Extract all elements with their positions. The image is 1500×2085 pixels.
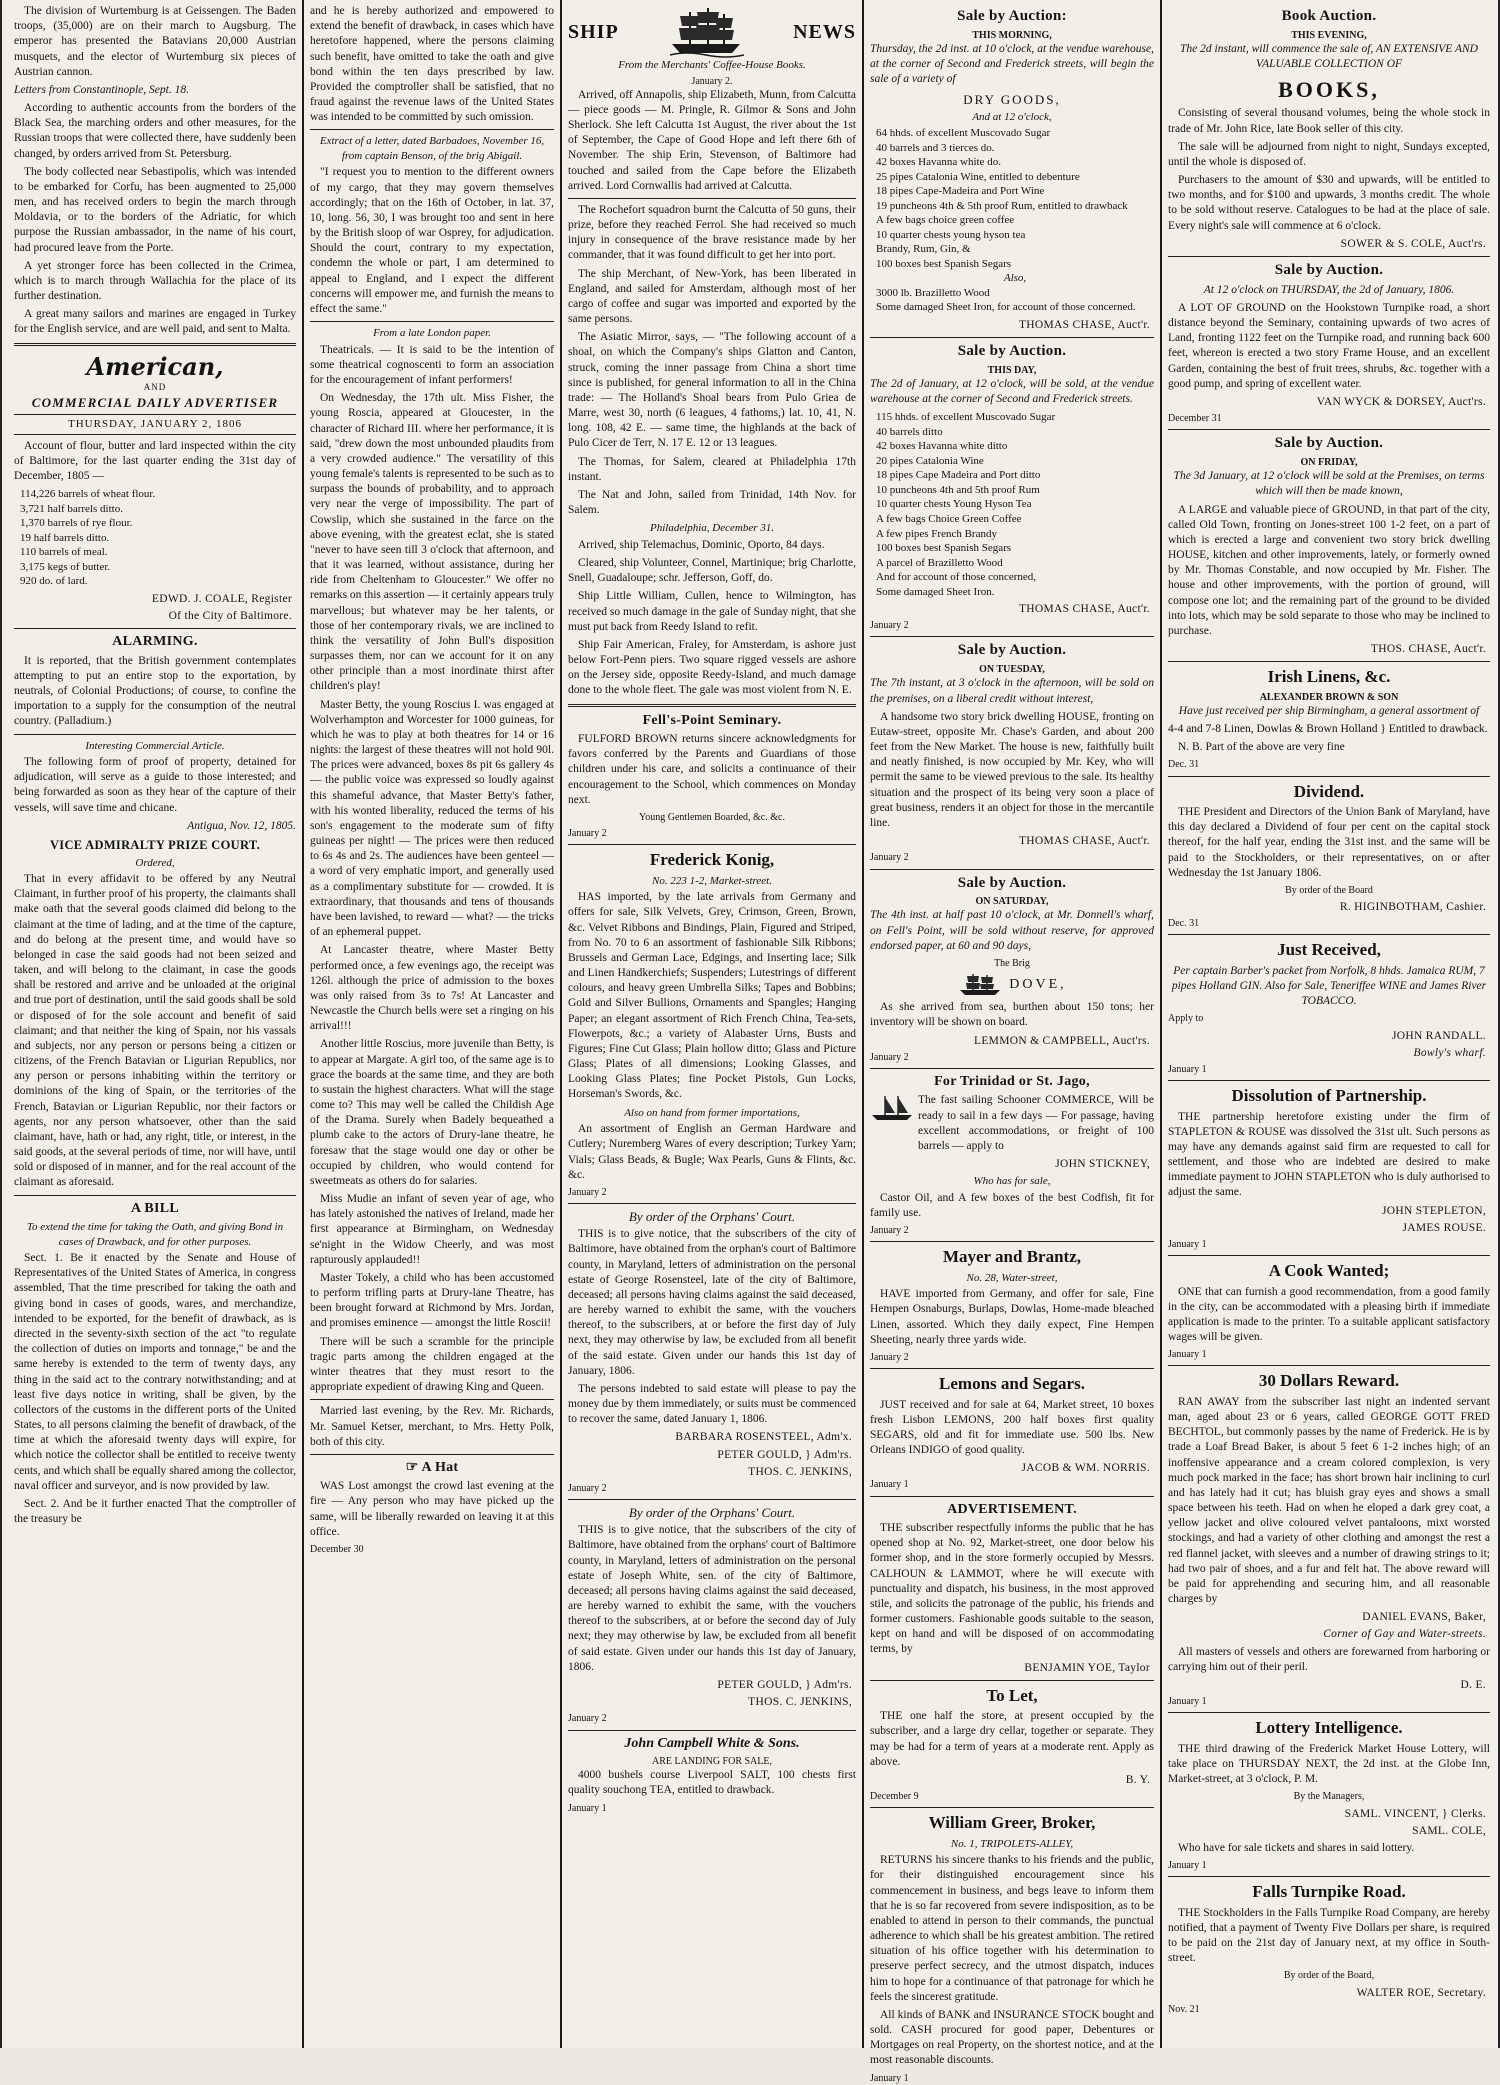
ad-paragraph: 4-4 and 7-8 Linen, Dowlas & Brown Holland } Entitled to drawback. — [1168, 723, 1488, 736]
masthead-title: American, — [86, 351, 224, 381]
signature: THOMAS CHASE, Auct'r. — [1018, 835, 1150, 848]
news-paragraph: Another little Roscius, more juvenile than Betty, is to appear at Margate. A girl too, of the same age is to grace the boards at the same time, and they are both to sustain the highest characters. What will the stage come to? This may well be called the Childish Age of the Drama. Surely when Badely bequeathed a plumb cake to the actors of Drury-lane theatre, he foresaw that the stage would one day or other be occupied by children, who would contend for sweetmeats as others do for salaries. — [310, 1038, 554, 1187]
ad-date: January 2 — [870, 852, 909, 864]
brig-illustration — [870, 972, 1154, 998]
ad-paragraph: All masters of vessels and others are forewarned from harboring or carrying him out of their peril. — [1168, 1645, 1490, 1673]
news-paragraph: Arrived, off Annapolis, ship Elizabeth, Munn, from Calcutta — piece goods — M. Pringle, R. Gilmor & Sons and John Sherlock. She left Calcutta 1st August, the river about the 1st of September, the Cape of Good Hope and left there 6th of November. The ship Erin, Stevenson, of Baltimore had touched and sailed from the Cape before the Elizabeth arrived. Lord Cornwallis had arrived at Calcutta. — [568, 88, 856, 192]
news-paragraph: and he is hereby authorized and empowered to extend the benefit of drawback, in cases which have heretofore happened, where the persons claiming such benefit, have omitted to take the oath and give bond within the ten days prescribed by law. Provided the comptroller shall be satisfied, that no fraud against the revenue laws of the United States was intended to be committed by such omission. — [310, 5, 554, 124]
article-heading: Interesting Commercial Article. — [85, 739, 225, 752]
ad-date: January 1 — [1168, 1063, 1207, 1075]
signature: BENJAMIN YOE, Taylor — [1024, 1661, 1150, 1674]
divider — [568, 704, 856, 707]
news-paragraph: Master Betty, the young Roscius I. was engaged at Wolverhampton and Worcester for 1000 guineas, for which he was to play at both theatres for 14 or 16 nights: the largest of these theatres will not hold 90l. The prices were advanced, boxes 8s pit 6s gallery 4s — the public voice was expressed so loudly against this shameful advance, that Master Betty's father, with his wonted liberality, reduced the terms of his son's engagement to the moderate sum of fifty guineas per night! — The prices were then reduced to 6s 4s and 2s. The audiences have been genteel — a word of very emphatic import, and generally used as a complimentary substitute for — crowded. It is extraordinary, that thousands and tens of thousands have been lavished, to reward — what? — the tricks of an ephemeral puppet. — [310, 698, 554, 939]
ad-heading: Sale by Auction. — [1274, 261, 1384, 278]
news-paragraph: WAS Lost amongst the crowd last evening at the fire — Any person who may have picked up the same, will be liberally rewarded on leaving it at this office. — [310, 1480, 554, 1538]
divider — [1168, 934, 1490, 935]
divider — [568, 1203, 856, 1204]
divider — [14, 343, 296, 346]
auction-list — [876, 410, 1154, 599]
news-paragraph: A great many sailors and marines are engaged in Turkey for the English service, and are well paid, and sent to Malta. — [14, 308, 296, 336]
dateline: January 2. — [691, 75, 733, 87]
divider — [1168, 256, 1490, 257]
ad-paragraph: Thursday, the 2d inst. at 10 o'clock, at the vendue warehouse, at the corner of Second and Frederick streets, will begin the sale of a variety of — [870, 42, 1154, 86]
ad-subheading: DRY GOODS, — [963, 91, 1061, 107]
news-paragraph: Arrived, ship Telemachus, Dominic, Oporto, 84 days. — [578, 538, 825, 551]
ship-news-left: SHIP — [568, 20, 619, 43]
ad-heading: 30 Dollars Reward. — [1258, 1371, 1400, 1391]
masthead-date: THURSDAY, JANUARY 2, 1806 — [14, 414, 296, 435]
list-item: 3000 lb. Brazilletto Wood — [876, 286, 990, 299]
ad-heading: John Campbell White & Sons. — [624, 1735, 800, 1751]
ad-subheading: ARE LANDING FOR SALE, — [652, 1756, 772, 1767]
divider — [870, 1368, 1154, 1369]
ad-date: January 2 — [568, 1713, 607, 1725]
ad-subheading: BOOKS, — [1278, 77, 1380, 103]
masthead-subtitle: COMMERCIAL DAILY ADVERTISER — [31, 395, 279, 411]
list-item: And for account of those concerned, — [876, 571, 1037, 584]
hat-heading: A Hat — [421, 1459, 459, 1475]
ad-paragraph: The sale will be adjourned from night to night, Sundays excepted, until the whole is disposed of. — [1168, 140, 1490, 168]
ad-date: December 9 — [870, 1791, 919, 1803]
divider — [870, 337, 1154, 338]
list-item: Some damaged Sheet Iron, for account of those concerned. — [876, 301, 1136, 314]
signature: SAML. VINCENT, } Clerks. — [1344, 1807, 1486, 1820]
signature: THOS. C. JENKINS, — [748, 1696, 852, 1709]
ad-heading: Book Auction. — [1281, 8, 1377, 24]
list-item: Brandy, Rum, Gin, & — [876, 243, 971, 256]
signature: THOMAS CHASE, Auct'r. — [1018, 318, 1150, 331]
signature: THOS. CHASE, Auct'r. — [1370, 643, 1486, 656]
divider — [310, 1399, 554, 1400]
divider — [310, 1454, 554, 1455]
news-paragraph: Sect. 2. And be it further enacted That the comptroller of the treasury be — [14, 1497, 296, 1526]
ad-note: By the Managers, — [1293, 1791, 1365, 1803]
divider — [1168, 1255, 1490, 1256]
pointing-hand-icon: ☞ — [405, 1459, 422, 1475]
ad-paragraph: An assortment of English an German Hardware and Cutlery; Nuremberg Wares of every description; Turkey Yarn; Vials; Glass Beads, & Bugle; Wax Pearls, Guns & Flints, &c. &c. — [568, 1123, 856, 1181]
ad-heading: Fell's-Point Seminary. — [642, 712, 782, 728]
ad-heading: Lottery Intelligence. — [1255, 1718, 1403, 1738]
ad-note: Apply to — [1168, 1013, 1204, 1025]
ad-paragraph: At 12 o'clock on THURSDAY, the 2d of January, 1806. — [1203, 283, 1455, 296]
divider — [310, 321, 554, 322]
list-item: 3,175 kegs of butter. — [20, 560, 111, 573]
divider — [870, 1241, 1154, 1242]
list-item: A few pipes French Brandy — [876, 527, 997, 540]
divider — [1168, 1712, 1490, 1713]
list-item: 25 pipes Catalonia Wine, entitled to debenture — [876, 170, 1080, 183]
news-paragraph: Account of flour, butter and lard inspected within the city of Baltimore, for the last quarter ending the 31st day of December, 1805 — — [14, 439, 296, 483]
news-paragraph: On Wednesday, the 17th ult. Miss Fisher, the young Roscia, appeared at Gloucester, in the character of Richard III. where her performance, it is said, "drew down the most unbounded plaudits from a very crowded audience." The versatility of this young female's talents is represented to be such as to surpass the bounds of probability, and to approach very near the verge of impossibility. The part of Cowslip, which she sustained in the farce on the above evening, with the greatest eclat, she is stated "never to have seen till 3 o'clock that afternoon, and that it was learned, without assistance, during her ride from Cheltenham to Gloucester." We offer no remarks on this assertion — it certainly appears truly marvellous; but whatever may be her talents, or those of her contemporary rivals, we are inclined to think the versatility of John Bull's disposition surpasses them, nor can we account for it on any other principle than a most inordinate thirst after children's play! — [310, 392, 554, 693]
news-paragraph: The Asiatic Mirror, says, — "The following account of a shoal, on which the Company's ships Glatton and Canton, struck, coming the inner passage from China a short time since is published, for general information to all in the China trade: — The Holland's Shoal bears from Pulo Griea de Marre, west 30, north (6 leagues, 4 fathoms,) lat. 10, 41, N. long. 108, 42 E. — same time, the highlands at the back of Pulo Cicer de Terr, N. 17 E. 12 or 13 leagues. — [568, 331, 856, 450]
news-paragraph: Married last evening, by the Rev. Mr. Richards, Mr. Samuel Ketser, merchant, to Mrs. Hetty Polk, both of this city. — [310, 1405, 554, 1448]
ad-heading: By order of the Orphans' Court. — [628, 1505, 796, 1521]
divider — [14, 1195, 296, 1196]
news-paragraph: There will be such a scramble for the principle tragic parts among the children engaged at the winter theatres that they must resort to the appropriate expedient of drawing King and Queen. — [310, 1335, 554, 1394]
ad-paragraph: THE President and Directors of the Union Bank of Maryland, have this day declared a Dividend of four per cent on the capital stock thereof, for the half year, ending the 31st inst. and the same will be paid to the Stockholders, or their representatives, on or after Wednesday the 1st January 1806. — [1168, 806, 1490, 879]
signature: PETER GOULD, } Adm'rs. — [717, 1679, 852, 1691]
divider — [870, 869, 1154, 870]
ad-paragraph: THE one half the store, at present occupied by the subscriber, and a large dry cellar, together or separate. They may be had for a term of years at a moderate rent. Apply as above. — [870, 1710, 1154, 1768]
news-paragraph: Master Tokely, a child who has been accustomed to perform trifling parts at Drury-lane Theatre, has been brought forward at Richmond by Mrs. Jordan, and promises eminence — amongst the little Roscii! — [310, 1271, 554, 1330]
signature: B. Y. — [1125, 1773, 1150, 1786]
ad-paragraph: FULFORD BROWN returns sincere acknowledgments for favors conferred by the Parents and Guardians of those children under his care, and solicits a continuance of their encouragement to the School, which commences on Monday next. — [568, 733, 856, 806]
divider — [870, 1680, 1154, 1681]
ad-date: January 2 — [870, 1051, 909, 1063]
list-item: 100 boxes best Spanish Segars — [876, 257, 1012, 270]
ad-paragraph: THE subscriber respectfully informs the public that he has opened shop at No. 92, Market-street, one door below his former shop, and in the store formerly occupied by Messrs. CALHOUN & LAMMOT, where he will execute with punctuality and dispatch, his business, in the most approved stile, and solicits the patronage of the public, his friends and former customers. Fashionable goods suitable to the season, kept on hand and will be disposed of on accommodating terms, by — [870, 1522, 1154, 1656]
ad-paragraph: HAVE imported from Germany, and offer for sale, Fine Hempen Osnaburgs, Burlaps, Dowlas, Home-made bleached Linen, assorted. Which they daily expect, Fine Hempen Sheeting, nearly three yards wide. — [870, 1288, 1154, 1346]
ad-paragraph: Purchasers to the amount of $30 and upwards, will be entitled to two months, and for $100 and upwards, 3 months credit. The whole to be sold without reserve. Catalogues to be had at the place of sale. Every night's sale will commence at 6 o'clock. — [1168, 174, 1490, 232]
ad-paragraph: THIS is to give notice, that the subscribers of the city of Baltimore, have obtained from the orphans' court of Baltimore county, in Maryland, letters of administration on the personal estate of Joseph White, sen. of the city of Baltimore, deceased; all persons having claims against the said deceased, are hereby warned to exhibit the same, with the vouchers thereof to the subscribers, at or before the second day of July next; they may otherwise by law, be excluded from all benefit of said estate. Given under our hands this 1st day of January, 1806. — [568, 1524, 856, 1673]
divider — [870, 1496, 1154, 1497]
signature: R. HIGINBOTHAM, Cashier. — [1339, 901, 1486, 914]
auction-list — [876, 126, 1154, 315]
flour-list — [20, 487, 296, 589]
ad-date: December 31 — [1168, 413, 1222, 425]
divider — [310, 129, 554, 130]
signature: Corner of Gay and Water-streets. — [1323, 1628, 1486, 1641]
signature: JACOB & WM. NORRIS. — [1021, 1462, 1150, 1475]
article-subheading: Ordered, — [135, 856, 175, 869]
article-heading: ALARMING. — [112, 634, 198, 650]
ad-subheading: THIS EVENING, — [1291, 29, 1367, 41]
news-paragraph: A yet stronger force has been collected in the Crimea, which is to march through Wallachia for the place of its further destination. — [14, 259, 296, 303]
ad-date: January 1 — [568, 1802, 607, 1814]
ad-paragraph: HAS imported, by the late arrivals from Germany and offers for sale, Silk Velvets, Grey, Crimson, Green, Brown, &c. Velvet Ribbons and Bindings, Plain, Figured and Striped, from No. 70 to 6 an assortment of fashionable Silk Ribbons; Brussels and German Lace, Edgings, and Inserting lace; Silk and Linen Handkerchiefs; Suspenders; Lutestrings of different colours, and heavy green Umbrella Silks; Tapes and Bobbins; Gold and Silver Bullions, Ornaments and Spangles; Hanging Paper; an elegant assortment of Rich French China, Tea-sets, Flowerpots, &c.; a variety of Alabaster Urns, Busts and Figures; Fine Cut Glass; Plain hollow ditto; Glass and Picture Glass; Plates of all dimensions; Looking Glasses, and Looking Glass Plates; fine Pocket Pistols, Gun Locks, Horseman's Swords, &c. — [568, 891, 856, 1101]
list-item: 114,226 barrels of wheat flour. — [20, 488, 156, 501]
news-paragraph: It is reported, that the British government contemplates attempting to put an entire stop to the exportation, by neutrals, of Colonial Productions; of course, to confine the importation to a supply for the consumption of the neutral country. (Palladium.) — [14, 654, 296, 728]
signature: SOWER & S. COLE, Auct'rs. — [1340, 237, 1486, 250]
divider — [870, 1807, 1154, 1808]
ad-paragraph: RETURNS his sincere thanks to his friends and the public, for their distinguished encouragement since his commencement in business, and begs leave to inform them that he is so far recovered from severe indisposition, as to be enabled to attend in person to their commands, the punctual adherence to which shall be his greatest ambition. The retired situation of his office together with his determination to preserve perfect secrecy, and the utmost dispatch, induces him to hope for a continuance of that patronage for which he feels the sincerest gratitude. — [870, 1854, 1154, 2003]
brig-name: DOVE, — [1009, 976, 1067, 992]
ad-paragraph: THE third drawing of the Frederick Market House Lottery, will take place on THURSDAY NEXT, the 2d inst. at the Globe Inn, Market-street, at 3 o'clock, P. M. — [1168, 1742, 1490, 1786]
ad-paragraph: As she arrived from sea, burthen about 150 tons; her inventory will be shown on board. — [870, 1001, 1154, 1029]
ad-heading: Dividend. — [1293, 781, 1365, 801]
ad-date: January 1 — [1168, 1349, 1207, 1361]
list-item: 19 half barrels ditto. — [20, 531, 110, 544]
ad-date: Dec. 31 — [1168, 918, 1200, 930]
ad-paragraph: 4000 bushels course Liverpool SALT, 100 chests first quality souchong TEA, entitled to drawback. — [568, 1769, 856, 1797]
ship-icon — [666, 6, 746, 58]
ad-paragraph: The 2d instant, will commence the sale of, AN EXTENSIVE AND VALUABLE COLLECTION OF — [1180, 42, 1478, 71]
signature: WALTER ROE, Secretary. — [1356, 1986, 1486, 1999]
ad-date: Dec. 31 — [1168, 759, 1200, 771]
article-heading: VICE ADMIRALTY PRIZE COURT. — [49, 838, 260, 852]
signature: JAMES ROUSE. — [1402, 1221, 1486, 1234]
divider — [568, 1730, 856, 1731]
dateline: Antigua, Nov. 12, 1805. — [187, 819, 296, 832]
ad-paragraph: A LOT OF GROUND on the Hookstown Turnpike road, a short distance beyond the Seminary, containing upwards of two acres of Land, fronting 1122 feet on the Turnpike road, and running back 600 feet, whereon is erected a two story Frame House, and an excellent Garden, containing the best of fruit trees, shrubs, &c. together with a good pump, and spring of excellent water. — [1168, 301, 1490, 390]
news-paragraph: The body collected near Sebastipolis, which was intended to be embarked for Corfu, has been augmented to 25,000 men, and has received orders to begin the march through Moldavia, or to the borders of the Adriatic, for which purpose the Russian ambassador, in the name of his court, had procured leave from the Porte. — [14, 165, 296, 254]
ad-address: No. 1, TRIPOLETS-ALLEY, — [950, 1837, 1074, 1850]
news-paragraph: The division of Wurtemburg is at Geissengen. The Baden troops, (35,000) are on their march to Augsburg. The emperor has presented the Batavians 20,000 Austrian musquets, and the elector of Wurtemburg six pieces of Austrian cannon. — [14, 5, 296, 78]
list-item: 18 pipes Cape-Madeira and Port Wine — [876, 185, 1045, 198]
list-item: 42 boxes Havanna white ditto — [876, 440, 1008, 453]
dateline: Letters from Constantinople, Sept. 18. — [14, 83, 189, 96]
ad-heading: William Greer, Broker, — [928, 1813, 1096, 1833]
ad-paragraph: N. B. Part of the above are very fine — [1178, 741, 1345, 754]
ad-date: December 30 — [310, 1544, 364, 1555]
list-item: A few bags Choice Green Coffee — [876, 512, 1022, 525]
news-paragraph: The Nat and John, sailed from Trinidad, 14th Nov. for Salem. — [568, 489, 856, 517]
signature: THOS. C. JENKINS, — [748, 1465, 852, 1478]
masthead-and: AND — [143, 382, 167, 393]
divider — [568, 844, 856, 845]
news-paragraph: At Lancaster theatre, where Master Betty performed once, a few evenings ago, the receipt was 126l. although the price of admission to the boxes was only raised from 3s to 7s! At Lancaster and Newcastle the Church bells were set a ringing on his arrival!!! — [310, 944, 554, 1033]
divider — [1168, 1365, 1490, 1366]
list-item: Some damaged Sheet Iron. — [876, 585, 995, 598]
list-item: 3,721 half barrels ditto. — [20, 502, 123, 515]
ship-news-right: NEWS — [793, 20, 856, 43]
news-paragraph: Theatricals. — It is said to be the intention of some theatrical cognoscenti to form an association for the encouragement of infant performers! — [310, 343, 554, 386]
list-item: 10 puncheons 4th and 5th proof Rum — [876, 483, 1040, 496]
article-heading: A BILL — [130, 1200, 180, 1216]
column-3 — [562, 4, 862, 2040]
ad-heading: For Trinidad or St. Jago, — [934, 1073, 1090, 1089]
news-paragraph: Ship Little William, Cullen, hence to Wilmington, has received so much damage in the gale of Sunday night, that she must put back from Reedy Island to refit. — [568, 590, 856, 633]
ad-paragraph: Who have for sale tickets and shares in said lottery. — [1178, 1841, 1415, 1854]
ad-heading: A Cook Wanted; — [1268, 1261, 1390, 1281]
signature: JOHN RANDALL. — [1392, 1029, 1486, 1042]
ad-date: January 2 — [870, 1225, 909, 1237]
list-item: 10 quarter chests Young Hyson Tea — [876, 498, 1032, 511]
list-item: A few bags choice green coffee — [876, 214, 1015, 227]
ad-note: Young Gentlemen Boarded, &c. &c. — [639, 811, 785, 823]
ad-paragraph: THE partnership heretofore existing under the firm of STAPLETON & ROUSE was dissolved the 31st ult. Such persons as may have any demands against said firm are requested to call for settlement, and those who are indebted are desired to make immediate payment to JOHN STAPLETON who is duly authorised to adjust the same. — [1168, 1110, 1490, 1199]
ad-heading: Sale by Auction: — [957, 8, 1067, 24]
list-item: 19 puncheons 4th & 5th proof Rum, entitled to drawback — [876, 199, 1128, 212]
ad-paragraph: Castor Oil, and A few boxes of the best Codfish, fit for family use. — [870, 1191, 1154, 1219]
ad-heading: Sale by Auction. — [1274, 435, 1384, 452]
ad-date: Nov. 21 — [1168, 2003, 1200, 2015]
signature: Bowly's wharf. — [1413, 1046, 1486, 1059]
divider — [1168, 661, 1490, 662]
article-heading — [310, 1459, 554, 1477]
news-paragraph: The ship Merchant, of New-York, has been liberated in England, and sailed for Amsterdam, although most of her cargo of coffee and sugar was imported and exported by the same persons. — [568, 267, 856, 326]
news-paragraph: Cleared, ship Volunteer, Connel, Martinique; brig Charlotte, Snell, Guadaloupe; schr. Jefferson, Goff, do. — [568, 557, 856, 585]
ad-heading: Falls Turnpike Road. — [1252, 1882, 1406, 1902]
divider — [568, 198, 856, 199]
list-item: 40 barrels and 3 tierces do. — [876, 141, 995, 154]
ad-note: By order of the Board — [1285, 884, 1373, 896]
ad-heading: Mayer and Brantz, — [942, 1247, 1082, 1267]
news-paragraph: The Rochefort squadron burnt the Calcutta of 50 guns, their prize, before they reached Ferrol. She had received so much injury in consequence of the brave resistance made by her commander, that it was found difficult to get her into port. — [568, 203, 856, 262]
list-item: 20 pipes Catalonia Wine — [876, 454, 984, 467]
ad-subheading: ON TUESDAY, — [979, 664, 1045, 676]
list-item: 40 barrels ditto — [876, 425, 943, 438]
ad-heading: Just Received, — [1277, 940, 1381, 960]
ad-paragraph: JUST received and for sale at 64, Market street, 10 boxes fresh Lisbon LEMONS, 200 half boxes first quality SEGARS, old and fit for immediate use. 500 lbs. New Orleans INDIGO of good quality. — [870, 1398, 1154, 1457]
ad-subheading: Who has for sale, — [973, 1175, 1051, 1188]
ad-date: January 2 — [870, 620, 909, 632]
news-paragraph: That in every affidavit to be offered by any Neutral Claimant, in further proof of his property, the claimants shall make oath that the several goods claimed did belong to the claimant at the time of lading, and at the time of the capture, and do belong at the present time, and would have so belonged in case the said goods had not been seized and taken, and will belong to the claimant, in case the goods shall be restored and arrive and be unloaded at the original and true port of destination, until the said goods shall be sold or disposed of for the sole account and benefit of said claimant; and that neither the king of Spain, nor his vassals and subjects, nor any person or persons being a citizen or citizens, of the French Batavian or Ligurian Republics, nor any person or persons inhabiting within the territory or dominions of the king of Spain, or the territories of the French, Batavian or Ligurian Republic, nor their factors or agents, nor any person whatsoever, other than the said claimant, have, hath or had, any right, title, or interest, in the said goods, at the several periods of time, nor will have, until sold or disposed of in manner, and for the real account of the claimant as aforesaid. — [14, 873, 296, 1189]
ad-paragraph: The fast sailing Schooner COMMERCE, Will be ready to sail in a few days — For passage, having excellent accommodations, or freight of 100 barrels — apply to — [918, 1094, 1154, 1152]
list-item: 42 boxes Havanna white do. — [876, 156, 1001, 169]
ad-heading: Dissolution of Partnership. — [1231, 1086, 1427, 1106]
news-paragraph: The following form of proof of property, detained for adjudication, will serve as a guide to those interested; and being forwarded as soon as they hear of the capture of their vessels, will save time and chicane. — [14, 756, 296, 814]
ad-paragraph: RAN AWAY from the subscriber last night an indented servant man, aged about 23 or 6 years, called GEORGE GOTT FRED BECHTOL, but commonly passes by the name of Frederick. He is by trade a Loaf Bread Baker, is about 5 feet 6 1-2 inches high; of an inoffensive appearance and a cream colored complexion, is very much pock marked in the face; has short brown hair inclining to curl and has lately had it cut; has bluish gray eyes and shows a small space between his teeth. Had on when he eloped a dark grey coat, a yellow jacket and olive coloured velvet pantaloons, mixt worsted stockings, and had a variety of other clothing and amongst the rest a red flannel jacket, with sleeves and a number of drawing strings to it; had two pair of shoes, and a fur and felt hat. The above reward will be paid for apprehending and securing him, and all reasonable charges by — [1168, 1395, 1490, 1606]
signature: VAN WYCK & DORSEY, Auct'rs. — [1316, 395, 1486, 408]
masthead — [14, 351, 296, 412]
ad-paragraph: ONE that can furnish a good recommendation, from a good family in the city, can be accommodated with a pleasing birth if immediate application is made to the printer. To a suitable applicant satisfactory wages will be given. — [1168, 1285, 1490, 1344]
ad-paragraph: The 7th instant, at 3 o'clock in the afternoon, will be sold on the premises, on a liberal credit without interest, — [870, 677, 1154, 705]
signature: JOHN STICKNEY, — [1055, 1158, 1150, 1171]
signature: JOHN STEPLETON, — [1382, 1204, 1486, 1217]
ad-heading: Frederick Konig, — [649, 850, 775, 870]
ad-heading: Sale by Auction. — [957, 874, 1067, 891]
ad-paragraph: A LARGE and valuable piece of GROUND, in that part of the city, called Old Town, fronting on Jones-street 100 1-2 feet, on a part of which is erected a large and convenient two story brick dwelling HOUSE, kitchen and other improvements, lately, or formerly owned by Mr. Thomas Constable, and now occupied by Mr. Fisher. The house and other improvements, with the portion of ground, will compose one lot; and the remaining part of the ground to be divided into lots, which may be sold separate to those who may be inclined to purchase. — [1168, 503, 1490, 637]
signature: Of the City of Baltimore. — [168, 610, 292, 623]
ad-subheading: ON SATURDAY, — [975, 896, 1049, 908]
news-paragraph: The Thomas, for Salem, cleared at Philadelphia 17th instant. — [568, 455, 856, 483]
ad-address: No. 223 1-2, Market-street. — [652, 874, 772, 887]
ad-subheading: ALEXANDER BROWN & SON — [1259, 691, 1399, 703]
ad-date: January 1 — [1168, 1238, 1207, 1250]
signature: THOMAS CHASE, Auct'r. — [1018, 603, 1150, 616]
ad-paragraph: THE Stockholders in the Falls Turnpike Road Company, are hereby notified, that a payment of Twenty Five Dollars per share, is required to be paid on the 21st day of January next, at my office in South-street. — [1168, 1906, 1490, 1965]
list-item: 115 hhds. of excellent Muscovado Sugar — [876, 411, 1056, 424]
ad-date: January 1 — [870, 1479, 909, 1491]
article-subheading: To extend the time for taking the Oath, and giving Bond in cases of Drawback, and for other purposes. — [26, 1221, 284, 1248]
divider — [1168, 429, 1490, 430]
ad-paragraph: Consisting of several thousand volumes, being the whole stock in trade of Mr. John Rice, late Book seller of this city. — [1168, 107, 1490, 135]
ad-subheading: Also on hand from former importations, — [624, 1106, 800, 1119]
divider — [1168, 776, 1490, 777]
ad-subheading: ON FRIDAY, — [1300, 457, 1358, 469]
ad-heading: Sale by Auction. — [957, 642, 1067, 659]
ad-heading: By order of the Orphans' Court. — [628, 1209, 796, 1225]
column-4 — [864, 4, 1160, 2084]
signature: DANIEL EVANS, Baker, — [1362, 1611, 1486, 1624]
ad-subheading: THIS DAY, — [987, 364, 1037, 376]
signature: PETER GOULD, } Adm'rs. — [717, 1448, 852, 1461]
ad-paragraph: The 2d of January, at 12 o'clock, will be sold, at the vendue warehouse at the corner of Second and Frederick streets. — [870, 378, 1154, 406]
divider — [1168, 1080, 1490, 1081]
article-heading: From a late London paper. — [373, 327, 491, 340]
signature: SAML. COLE, — [1412, 1824, 1486, 1837]
news-paragraph: According to authentic accounts from the borders of the Black Sea, the marching orders and other measures, for the Russian troops that were collected there, have suddenly been changed, by orders arrived from St. Petersburg. — [14, 102, 296, 160]
ad-date: January 2 — [568, 828, 607, 840]
signature: BARBARA ROSENSTEEL, Adm'x. — [675, 1431, 852, 1444]
column-5 — [1162, 4, 1496, 2040]
ad-paragraph: The 3d January, at 12 o'clock will be sold at the Premises, on terms which will then be made known, — [1173, 470, 1485, 498]
ad-paragraph: THIS is to give notice, that the subscribers of the city of Baltimore, have obtained from the orphan's court of Baltimore county, in Maryland, letters of administration on the personal estate of George Rosensteel, late of the city of Baltimore, deceased; all persons having claims against the said deceased, are hereby warned to exhibit the same, with the vouchers thereof, to the subscribers, at or before the first day of July next, they may otherwise by law, be excluded from all benefit of the said estate. Given under our hands this 1st day of January, 1806. — [568, 1228, 856, 1377]
ad-date: January 1 — [870, 2072, 909, 2084]
list-item: 100 boxes best Spanish Segars — [876, 542, 1012, 555]
schooner-ship-icon — [870, 1093, 914, 1123]
ad-paragraph: Have just received per ship Birmingham, a general assortment of — [1178, 704, 1480, 717]
ad-subheading: The Brig — [994, 958, 1030, 969]
divider — [14, 734, 296, 735]
divider — [870, 636, 1154, 637]
trinidad-ad — [870, 1093, 1154, 1157]
ad-note: By order of the Board, — [1283, 1970, 1375, 1982]
dateline: Philadelphia, December 31. — [649, 522, 775, 535]
ad-subheading: And at 12 o'clock, — [972, 110, 1052, 123]
list-item: 1,370 barrels of rye flour. — [20, 517, 133, 530]
list-item: 920 do. of lard. — [20, 575, 88, 588]
column-2 — [304, 4, 560, 2040]
list-item: 18 pipes Cape Madeira and Port ditto — [876, 469, 1041, 482]
ad-paragraph: The persons indebted to said estate will please to pay the money due by them immediately, or suits must be commenced to recover the same, dated January 1, 1806. — [568, 1382, 856, 1426]
news-paragraph: Ship Fair American, Fraley, for Amsterdam, is ashore just below Fort-Penn piers. Two square rigged vessels are ashore on the Jersey side, opposite Reedy-Island, and much damage done to the whole fleet. The gale was most violent from N. E. — [568, 638, 856, 697]
ad-paragraph: A handsome two story brick dwelling HOUSE, fronting on Eutaw-street, opposite Mr. Chase's Garden, and about 200 feet from the New Market. The house is new, faithfully built and neatly finished, is now occupied by Mr. Key, who will permit the same to be viewed previous to the sale. Its healthy situation and the prospect of its being very soon a place of great business, renders it an object for those in the mercantile line. — [870, 710, 1154, 829]
ad-paragraph: The 4th inst. at half past 10 o'clock, at Mr. Donnell's wharf, on Fell's Point, will be sold without reserve, for approved endorsed paper, at 60 and 90 days, — [870, 909, 1154, 952]
signature: D. E. — [1460, 1679, 1486, 1691]
ad-paragraph: All kinds of BANK and INSURANCE STOCK bought and sold. CASH procured for good paper, Debentures or Mortgages on real Property, on the shortest notice, and at the most reasonable discounts. — [870, 2008, 1154, 2067]
signature: LEMMON & CAMPBELL, Auct'rs. — [974, 1034, 1150, 1047]
brig-ship-icon — [957, 972, 1003, 998]
news-paragraph: "I request you to mention to the different owners of my cargo, that they may govern themselves accordingly; that on the 16th of October, in lat. 37, 10, long. 56, 30, I was brought too and sent in here by the British sloop of war Osprey, for adjudication. Should the court, contrary to my expectation, condemn the whole or part, I am determined to appeal to England, and I expect the different concerns will empower me, and furnish the means to effect the same." — [310, 166, 554, 315]
ad-subheading: THIS MORNING, — [972, 29, 1052, 41]
ad-address: No. 28, Water-street, — [966, 1271, 1058, 1284]
list-item: A parcel of Brazilletto Wood — [876, 556, 1003, 569]
article-subheading: From the Merchants' Coffee-House Books. — [618, 59, 806, 71]
article-heading: Extract of a letter, dated Barbadoes, November 16, from captain Benson, of the brig Abigail. — [319, 135, 545, 162]
news-paragraph: Miss Mudie an infant of seven year of age, who has lately astonished the natives of Ireland, made her first appearance at Birmingham, on Wednesday se'night in the Widow Cheerly, and was most rapturously applauded!! — [310, 1193, 554, 1266]
ad-date: January 2 — [870, 1351, 909, 1363]
ad-heading: Sale by Auction. — [957, 343, 1067, 360]
ad-date: January 1 — [1168, 1860, 1207, 1872]
ad-heading: To Let, — [986, 1685, 1038, 1705]
ad-heading: ADVERTISEMENT. — [947, 1501, 1077, 1517]
signature: EDWD. J. COALE, Register — [151, 592, 292, 605]
ad-heading: Irish Linens, &c. — [1267, 667, 1391, 687]
divider — [1168, 1876, 1490, 1877]
news-paragraph: Sect. 1. Be it enacted by the Senate and House of Representatives of the United States of America, in congress assembled, That the time prescribed for taking the oath and giving bond in cases of goods, wares, and merchandize, intended to be exported, for the benefit of drawback, as is directed in the seventy-sixth section of the act "to regulate the collection of duties on imports and tonnage," be and the same hereby is extended to the term of twenty days, any thing in the said act to the contrary notwithstanding; and at least five days notice in writing, shall be given, by the collectors of the customs in the different ports of the United States, to all persons claiming the benefit of drawback, of the time at which the aforesaid twenty days will expire, for which notice the collector shall be entitled to receive twenty cents, and which shall be equally shared among the collector, naval officer and surveyor, and is now provided by law. — [14, 1252, 296, 1492]
ad-date: January 2 — [568, 1482, 607, 1494]
ad-date: January 1 — [1168, 1696, 1207, 1708]
list-item: 64 hhds. of excellent Muscovado Sugar — [876, 127, 1051, 140]
ad-paragraph: Per captain Barber's packet from Norfolk, 8 hhds. Jamaica RUM, 7 pipes Holland GIN. Also for Sale, Teneriffee WINE and James River TOBACCO. — [1171, 964, 1487, 1008]
column-1 — [8, 4, 302, 2040]
list-item: 10 quarter chests young hyson tea — [876, 228, 1026, 241]
divider — [14, 628, 296, 629]
ad-date: January 2 — [568, 1186, 607, 1198]
list-item: Also, — [1003, 272, 1027, 285]
list-item: 110 barrels of meal. — [20, 546, 108, 559]
divider — [568, 1499, 856, 1500]
ship-news-header — [568, 6, 856, 58]
ad-heading: Lemons and Segars. — [939, 1374, 1085, 1394]
divider — [870, 1068, 1154, 1069]
